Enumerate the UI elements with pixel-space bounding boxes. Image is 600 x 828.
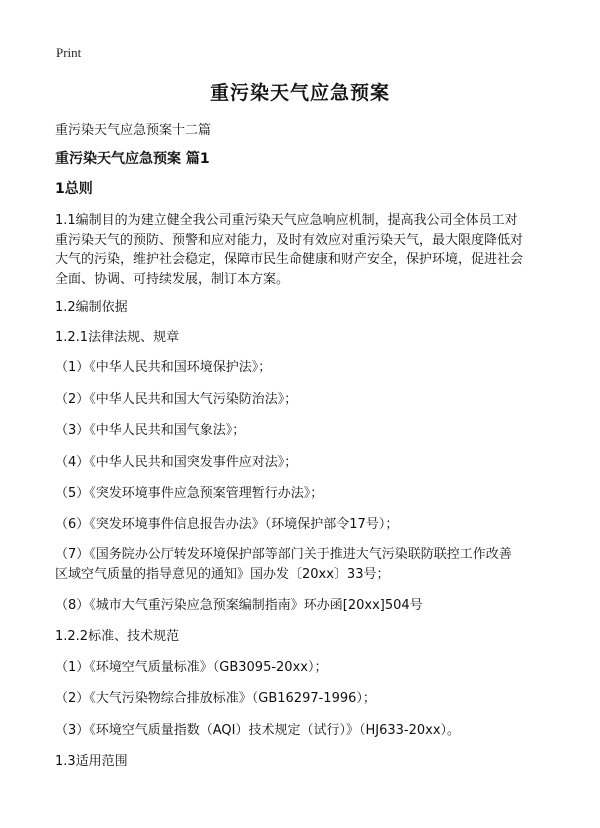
paragraph-line: 重污染天气的预防、预警和应对能力，及时有效应对重污染天气，最大限度降低对 [55,232,524,248]
laws-heading: 1.2.1法律法规、规章 [55,330,180,345]
list-item [55,545,553,584]
basis-heading: 1.2编制依据 [55,300,128,315]
chapter-heading: 1总则 [55,181,93,197]
list-item: （8）《城市大气重污染应急预案编制指南》环办函[20xx]504号 [55,598,423,613]
purpose-paragraph [55,211,553,289]
document-title: 重污染天气应急预案 [209,82,390,104]
paragraph-line: （7）《国务院办公厅转发环境保护部等部门关于推进大气污染联防联控工作改善 [55,547,512,562]
list-item: （1）《环境空气质量标准》（GB3095-20xx）； [55,660,328,675]
print-link[interactable]: Print [56,45,82,60]
list-item: （5）《突发环境事件应急预案管理暂行办法》； [55,486,324,501]
paragraph-line: 区域空气质量的指导意见的通知》国办发〔20xx〕33号； [55,566,390,582]
list-item: （6）《突发环境事件信息报告办法》（环境保护部令17号）； [55,517,399,532]
standards-heading: 1.2.2标准、技术规范 [55,629,180,644]
paragraph-line: 大气的污染，维护社会稳定，保障市民生命健康和财产安全，保护环境，促进社会 [55,252,524,267]
list-item: （1）《中华人民共和国环境保护法》； [55,360,272,375]
scope-heading: 1.3适用范围 [55,754,128,769]
list-item: （3）《环境空气质量指数（AQI）技术规定（试行）》（HJ633-20xx）。 [55,723,461,738]
list-item: （2）《大气污染物综合排放标准》（GB16297-1996）； [55,691,376,706]
section-heading: 重污染天气应急预案 篇1 [55,151,210,167]
list-item: （4）《中华人民共和国突发事件应对法》； [55,455,298,470]
document-subtitle: 重污染天气应急预案十二篇 [55,123,212,138]
list-item: （2）《中华人民共和国大气污染防治法》； [55,392,298,407]
paragraph-line: 全面、协调、可持续发展，制订本方案。 [55,271,290,287]
list-item: （3）《中华人民共和国气象法》； [55,423,246,438]
paragraph-line: 1.1编制目的为建立健全我公司重污染天气应急响应机制，提高我公司全体员工对 [55,213,518,228]
